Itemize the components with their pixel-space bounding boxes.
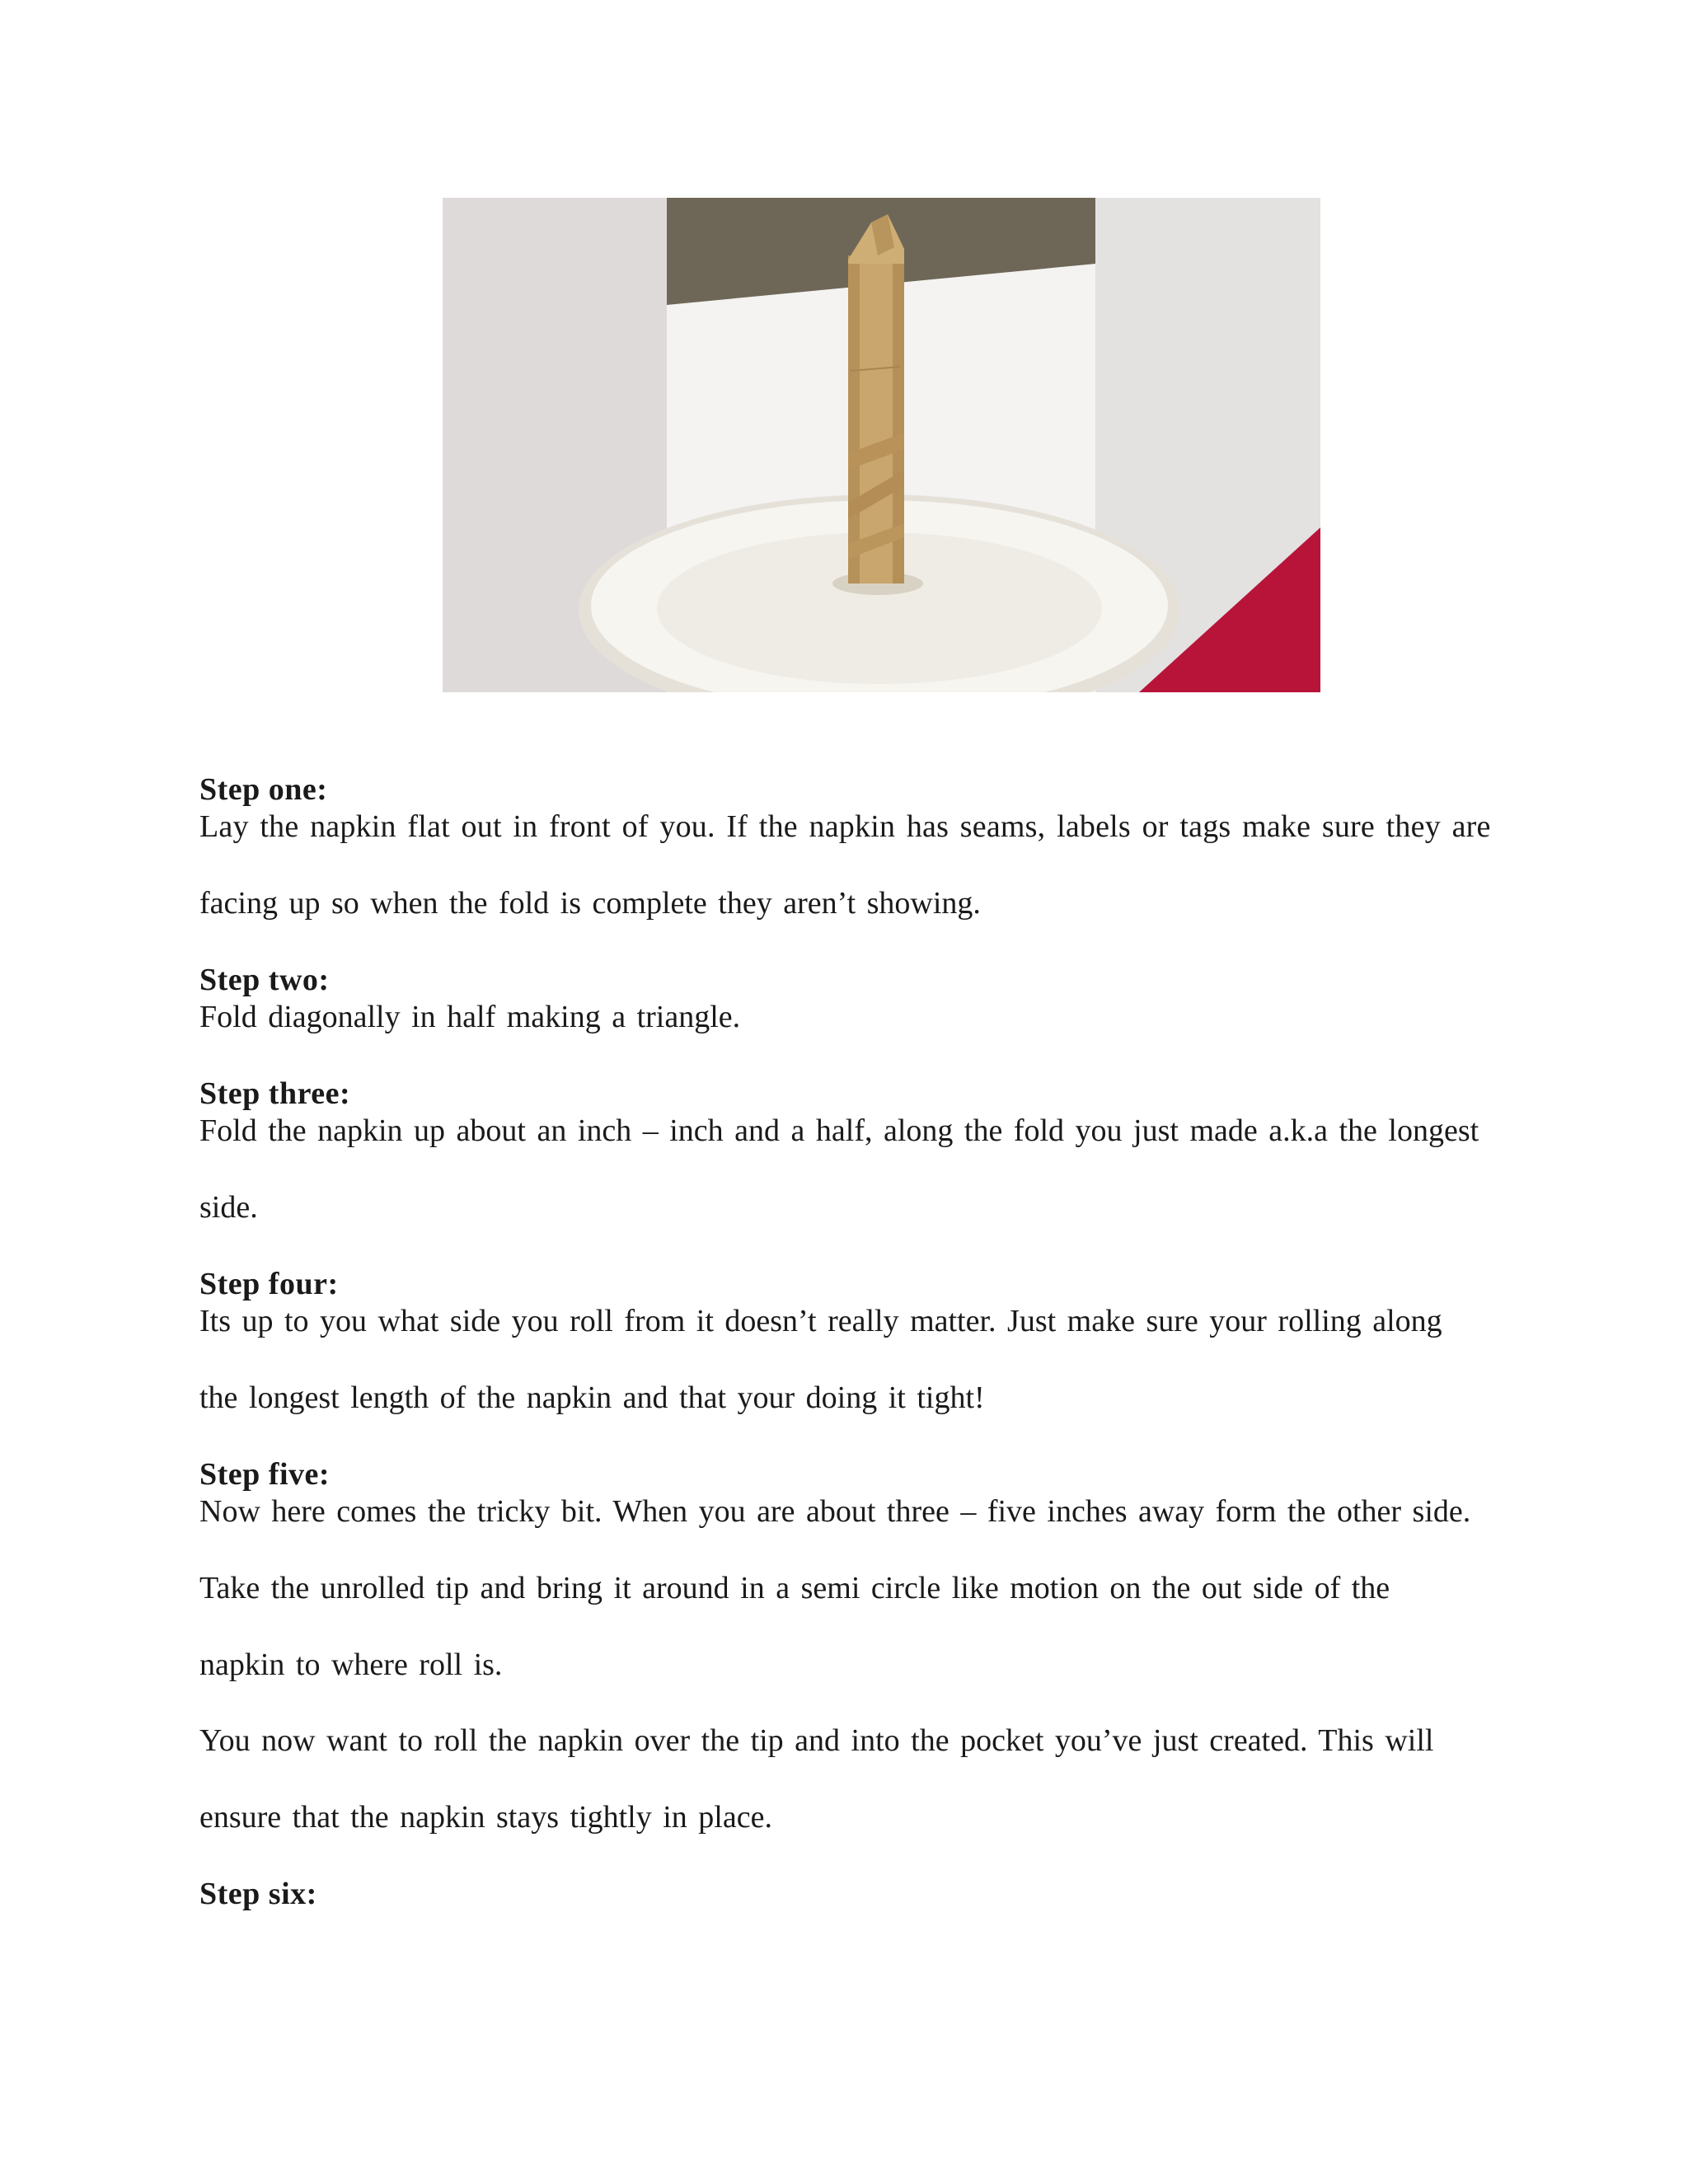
step-five-line-4: You now want to roll the napkin over the tip and into the pocket you’ve just created. This will [199, 1723, 1434, 1758]
step-two-line-1: Fold diagonally in half making a triangle. [199, 1000, 741, 1034]
step-four-heading: Step four: [199, 1267, 339, 1301]
step-one-line-1: Lay the napkin flat out in front of you. If the napkin has seams, labels or tags make sure they are [199, 809, 1491, 844]
step-five-line-3: napkin to where roll is. [199, 1647, 503, 1682]
step-six-heading: Step six: [199, 1877, 317, 1911]
step-five-line-5: ensure that the napkin stays tightly in place. [199, 1800, 772, 1835]
step-five-line-1: Now here comes the tricky bit. When you are about three – five inches away form the other side. [199, 1494, 1471, 1529]
step-three-line-2: side. [199, 1190, 258, 1225]
step-three-heading: Step three: [199, 1076, 351, 1111]
step-four-line-2: the longest length of the napkin and that your doing it tight! [199, 1380, 985, 1415]
step-one-heading: Step one: [199, 772, 328, 807]
step-five-line-2: Take the unrolled tip and bring it around in a semi circle like motion on the out side of the [199, 1571, 1390, 1605]
step-three-line-1: Fold the napkin up about an inch – inch and a half, along the fold you just made a.k.a the longest [199, 1113, 1479, 1148]
step-two-heading: Step two: [199, 963, 330, 997]
napkin-fold-photo [443, 198, 1320, 692]
step-one-line-2: facing up so when the fold is complete they aren’t showing. [199, 886, 981, 921]
step-four-line-1: Its up to you what side you roll from it doesn’t really matter. Just make sure your rolling along [199, 1304, 1442, 1338]
step-five-heading: Step five: [199, 1457, 331, 1492]
